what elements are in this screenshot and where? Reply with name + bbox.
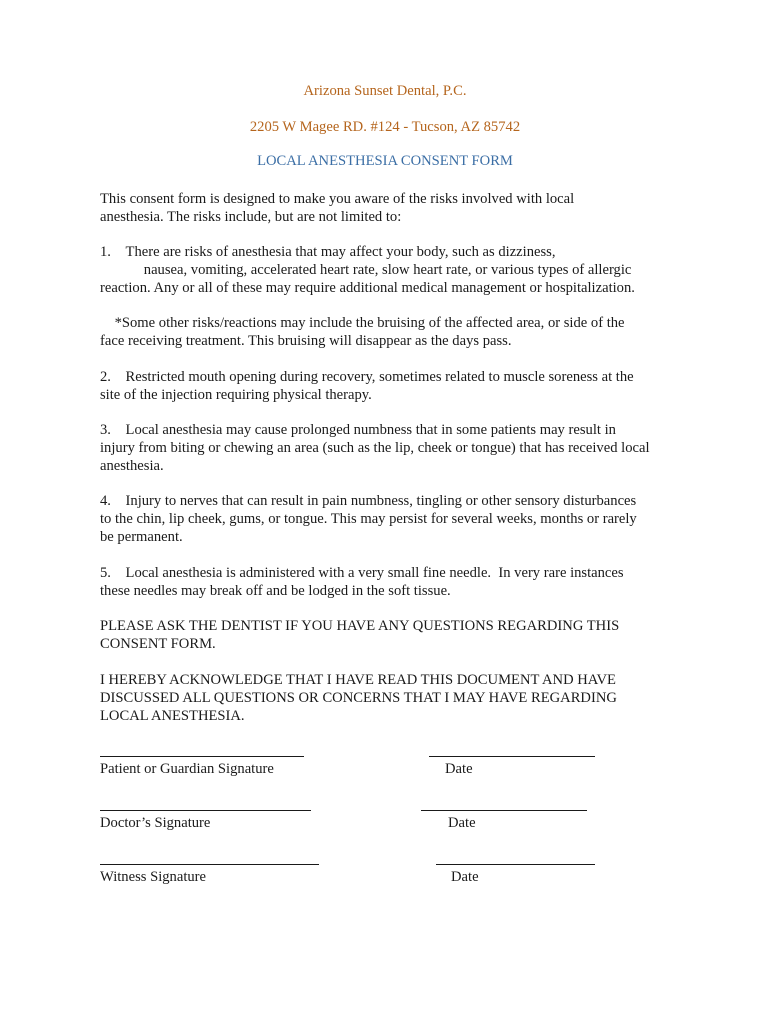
notice-line: CONSENT FORM.	[100, 636, 216, 652]
risk-item-1	[100, 243, 680, 297]
risk-line: reaction. Any or all of these may require additional medical management or hospitalization.	[100, 280, 635, 296]
risk-line: 5. Local anesthesia is administered with a very small fine needle. In very rare instances	[100, 565, 624, 581]
patient-date-label: Date	[445, 761, 473, 777]
doctor-signature-line[interactable]	[100, 810, 311, 811]
notice-line: PLEASE ASK THE DENTIST IF YOU HAVE ANY QUESTIONS REGARDING THIS	[100, 618, 620, 634]
risk-item-4	[100, 492, 680, 546]
witness-signature-line[interactable]	[100, 864, 319, 865]
acknowledgement-statement	[100, 671, 680, 725]
risk-item-5	[100, 564, 680, 600]
risk-line: anesthesia.	[100, 458, 164, 474]
risk-note-bruising	[100, 314, 680, 350]
clinic-name: Arizona Sunset Dental, P.C.	[303, 83, 467, 99]
form-title: LOCAL ANESTHESIA CONSENT FORM	[257, 153, 513, 169]
patient-date-line[interactable]	[429, 756, 595, 757]
risk-item-3	[100, 421, 680, 475]
risk-line: 1. There are risks of anesthesia that may affect your body, such as dizziness,	[100, 244, 556, 260]
risk-line: *Some other risks/reactions may include the bruising of the affected area, or side of the	[100, 315, 625, 331]
risk-line: nausea, vomiting, accelerated heart rate, slow heart rate, or various types of allergic	[100, 262, 632, 278]
risk-line: 2. Restricted mouth opening during recovery, sometimes related to muscle soreness at the	[100, 369, 634, 385]
patient-signature-line[interactable]	[100, 756, 304, 757]
witness-signature-label: Witness Signature	[100, 869, 207, 885]
questions-notice	[100, 617, 680, 653]
risk-item-2	[100, 368, 680, 404]
risk-line: injury from biting or chewing an area (such as the lip, cheek or tongue) that has received local	[100, 440, 650, 456]
clinic-address: 2205 W Magee RD. #124 - Tucson, AZ 85742	[249, 119, 521, 135]
intro-paragraph	[100, 190, 680, 226]
patient-signature-label: Patient or Guardian Signature	[100, 761, 274, 777]
acknowledgement-line: I HEREBY ACKNOWLEDGE THAT I HAVE READ THIS DOCUMENT AND HAVE	[100, 672, 616, 688]
acknowledgement-line: LOCAL ANESTHESIA.	[100, 708, 245, 724]
doctor-signature-label: Doctor’s Signature	[100, 815, 211, 831]
risk-line: to the chin, lip cheek, gums, or tongue. This may persist for several weeks, months or rarely	[100, 511, 637, 527]
risk-line: be permanent.	[100, 529, 183, 545]
acknowledgement-line: DISCUSSED ALL QUESTIONS OR CONCERNS THAT I MAY HAVE REGARDING	[100, 690, 617, 706]
risk-line: 3. Local anesthesia may cause prolonged numbness that in some patients may result in	[100, 422, 616, 438]
doctor-date-label: Date	[448, 815, 476, 831]
doctor-date-line[interactable]	[421, 810, 587, 811]
risk-line: site of the injection requiring physical therapy.	[100, 387, 372, 403]
risk-line: these needles may break off and be lodged in the soft tissue.	[100, 583, 451, 599]
risk-line: face receiving treatment. This bruising will disappear as the days pass.	[100, 333, 512, 349]
intro-line: anesthesia. The risks include, but are not limited to:	[100, 209, 402, 225]
risk-line: 4. Injury to nerves that can result in pain numbness, tingling or other sensory disturbances	[100, 493, 637, 509]
intro-line: This consent form is designed to make you aware of the risks involved with local	[100, 191, 575, 207]
witness-date-label: Date	[451, 869, 479, 885]
witness-date-line[interactable]	[436, 864, 595, 865]
